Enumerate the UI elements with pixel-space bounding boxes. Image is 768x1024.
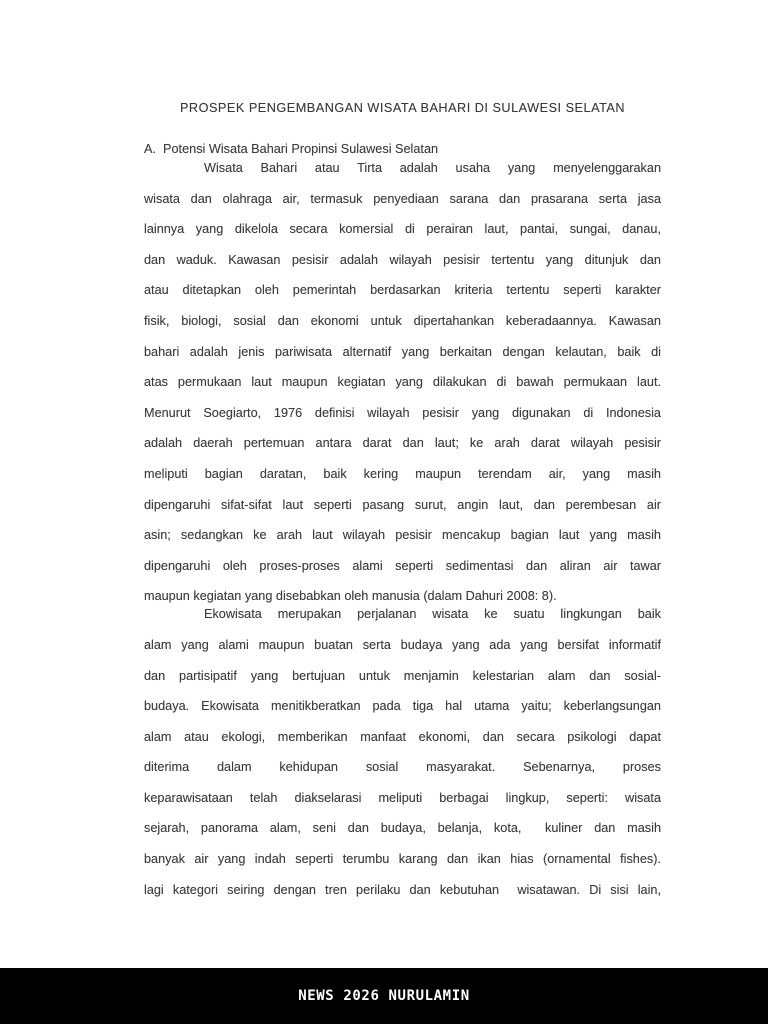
text-line: dan waduk. Kawasan pesisir adalah wilayah pesisir tertentu yang ditunjuk dan	[144, 252, 661, 267]
text-line: diterima dalam kehidupan sosial masyarakat. Sebenarnya, proses	[144, 760, 661, 775]
text-line: keparawisataan telah diakselarasi meliputi berbagai lingkup, seperti: wisata	[144, 790, 661, 805]
page-title: PROSPEK PENGEMBANGAN WISATA BAHARI DI SULAWESI SELATAN	[179, 101, 626, 115]
paragraph-1	[144, 161, 661, 607]
text-line: Menurut Soegiarto, 1976 definisi wilayah pesisir yang digunakan di Indonesia	[144, 405, 661, 420]
text-line: atas permukaan laut maupun kegiatan yang dilakukan di bawah permukaan laut.	[144, 375, 661, 390]
text-line: alam atau ekologi, memberikan manfaat ekonomi, dan secara psikologi dapat	[144, 729, 661, 744]
text-line: alam yang alami maupun buatan serta budaya yang ada yang bersifat informatif	[144, 637, 661, 652]
text-line: maupun kegiatan yang disebabkan oleh manusia (dalam Dahuri 2008: 8).	[144, 589, 557, 604]
text-line: fisik, biologi, sosial dan ekonomi untuk dipertahankan keberadaannya. Kawasan	[144, 313, 661, 328]
text-line: adalah daerah pertemuan antara darat dan laut; ke arah darat wilayah pesisir	[144, 436, 661, 451]
text-line: lagi kategori seiring dengan tren perilaku dan kebutuhan wisatawan. Di sisi lain,	[144, 882, 661, 897]
footer-bar	[0, 968, 768, 1024]
text-line: Ekowisata merupakan perjalanan wisata ke suatu lingkungan baik	[204, 607, 661, 622]
text-line: atau ditetapkan oleh pemerintah berdasarkan kriteria tertentu seperti karakter	[144, 283, 661, 298]
text-line: dipengaruhi oleh proses-proses alami seperti sedimentasi dan aliran air tawar	[144, 558, 661, 573]
section-heading: A. Potensi Wisata Bahari Propinsi Sulawesi Selatan	[144, 142, 439, 156]
text-line: budaya. Ekowisata menitikberatkan pada tiga hal utama yaitu; keberlangsungan	[144, 699, 661, 714]
paragraph-2	[144, 607, 661, 913]
text-line: lainnya yang dikelola secara komersial di perairan laut, pantai, sungai, danau,	[144, 222, 661, 237]
text-line: dipengaruhi sifat-sifat laut seperti pasang surut, angin laut, dan perembesan air	[144, 497, 661, 512]
text-line: wisata dan olahraga air, termasuk penyediaan sarana dan prasarana serta jasa	[144, 191, 661, 206]
text-line: bahari adalah jenis pariwisata alternatif yang berkaitan dengan kelautan, baik di	[144, 344, 661, 359]
text-line: banyak air yang indah seperti terumbu karang dan ikan hias (ornamental fishes).	[144, 852, 661, 867]
document-body	[144, 101, 661, 913]
text-line: meliputi bagian daratan, baik kering maupun terendam air, yang masih	[144, 466, 661, 481]
text-line: Wisata Bahari atau Tirta adalah usaha yang menyelenggarakan	[204, 161, 661, 175]
text-line: sejarah, panorama alam, seni dan budaya, belanja, kota, kuliner dan masih	[144, 821, 661, 836]
text-line: asin; sedangkan ke arah laut wilayah pesisir mencakup bagian laut yang masih	[144, 528, 661, 543]
text-line: dan partisipatif yang bertujuan untuk menjamin kelestarian alam dan sosial-	[144, 668, 661, 683]
watermark-text: NEWS 2026 NURULAMIN	[298, 988, 470, 1004]
